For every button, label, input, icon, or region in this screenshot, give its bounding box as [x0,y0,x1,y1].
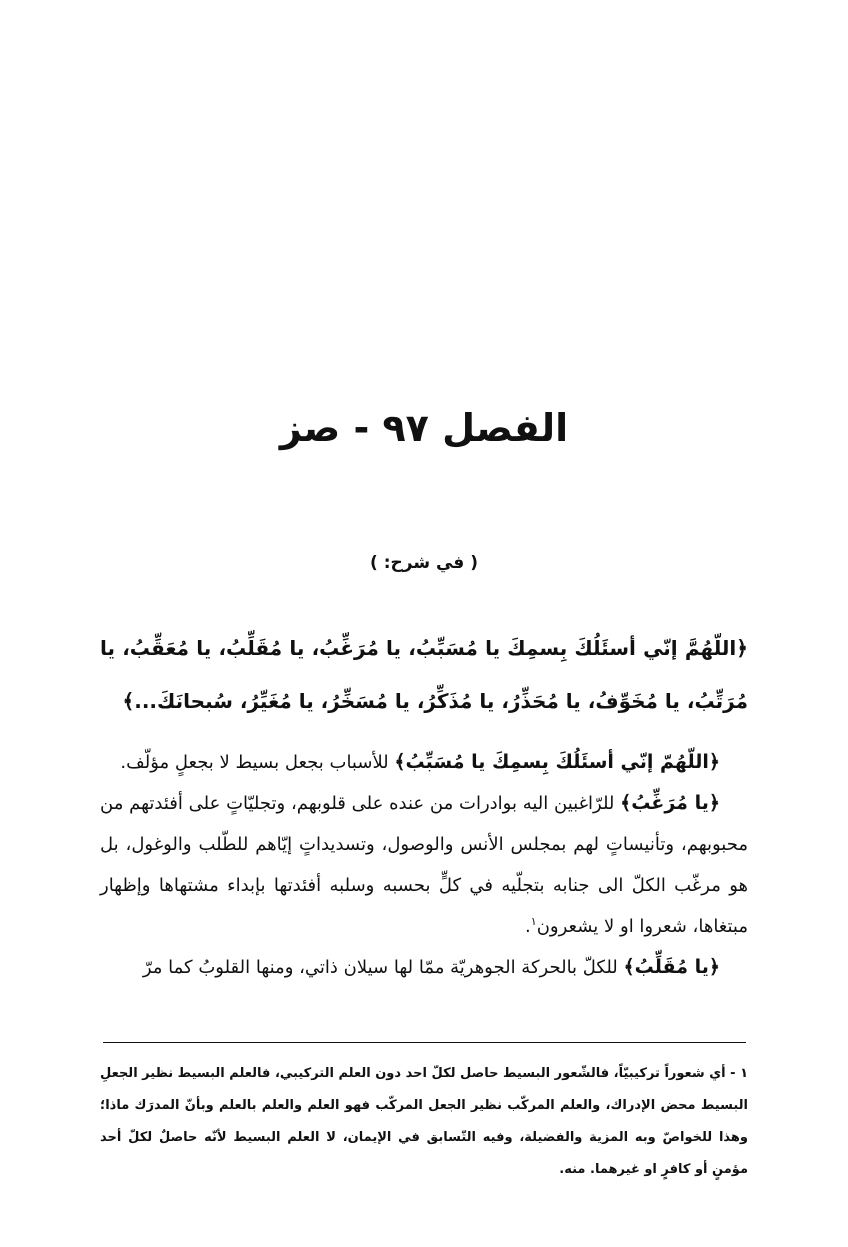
footnote: ١ - أي شعوراً تركيبيّاً، فالشّعور البسيط حاصل لكلّ احد دون العلم التركيبي، فالعلم البسيط نظير الجعلِ البسيط محض الإدراك، والعلم المركّب نظير الجعل المركّب فهو العلم والعلم بالعلم وبأنّ المدرَك ماذا؛ وهذا للخواصّ وبه المزية والفضيلة، وفيه التّسابق في الإيمان، لا العلم البسيط لأنّه حاصلٌ لكلّ أحد مؤمنٍ أو كافرٍ او غيرهما. منه. [100,1066,748,1177]
commentary-paragraph [100,783,748,947]
footnotes [100,1058,748,1186]
quoted-phrase: ﴿يا مُرَغِّبُ﴾ [620,792,720,814]
footnote-divider [103,1042,746,1043]
commentary-paragraph [100,947,748,988]
quoted-phrase: ﴿اللّهُمّ إنّي أسئَلُكَ بِسمِكَ يا مُسَبِّبُ﴾ [394,751,720,773]
chapter-title: الفصل ٩٧ - صز [279,406,569,450]
footnote-reference: ١ [530,915,537,928]
commentary-text: للكلّ بالحركة الجوهريّة ممّا لها سيلان ذاتي، ومنها القلوبُ كما مرّ [142,957,624,978]
commentary [100,742,748,988]
commentary-text: للأسباب بجعل بسيط لا بجعلٍ مؤلّف. [120,752,395,773]
commentary-text: للرّاغبين اليه بوادرات من عنده على قلوبهم، وتجليّاتٍ على أفئدتهم من محبوبهم، وتأنيساتٍ لهم بمجلس الأنس والوصول، وتسديداتٍ إيّاهم للطّلب والوغول، بل هو مرغّب الكلّ الى جنابه بتجلّيه في كلٍّ بحسبه وسلبه أفئدتها بإبداء مشتهاها وإظهار مبتغاها، شعروا او لا يشعرون [100,793,748,937]
supplication-text: ﴿اللّهُمَّ إنّي أسئَلُكَ بِسمِكَ يا مُسَبِّبُ، يا مُرَغِّبُ، يا مُقَلِّبُ، يا مُعَقِّبُ، يا مُرَتِّبُ، يا مُخَوِّفُ، يا مُحَذِّرُ، يا مُذَكِّرُ، يا مُسَخِّرُ، يا مُغَيِّرُ، سُبحانَكَ...﴾ [100,636,748,713]
sentence-end: . [525,916,531,937]
commentary-paragraph [100,742,748,783]
section-subtitle: ( في شرح: ) [370,553,478,573]
quoted-phrase: ﴿يا مُقَلِّبُ﴾ [623,956,720,978]
